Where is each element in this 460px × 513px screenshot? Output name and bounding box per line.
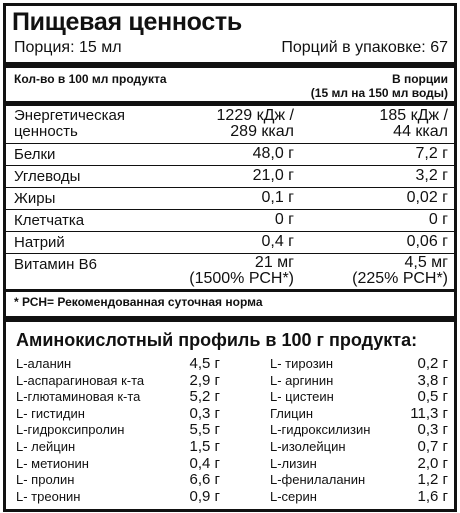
row-divider <box>6 253 454 254</box>
nutrient-value-per100-kcal: 289 ккал <box>230 123 294 140</box>
amino-acid-name: L-изолейцин <box>270 439 346 454</box>
column-header-per100: Кол-во в 100 мл продукта <box>14 72 167 86</box>
nutrient-value-serving: 4,5 мг <box>404 254 448 271</box>
per-serving-note: (15 мл на 150 мл воды) <box>310 86 448 100</box>
nutrient-name-cont: ценность <box>14 123 78 140</box>
panel-title: Пищевая ценность <box>12 8 242 36</box>
amino-acid-value: 0,3 г <box>417 421 448 439</box>
amino-profile-title: Аминокислотный профиль в 100 г продукта: <box>16 330 418 350</box>
nutrient-name: Клетчатка <box>14 212 85 229</box>
amino-acid-name: L-глютаминовая к-та <box>16 389 141 405</box>
row-divider <box>6 231 454 232</box>
nutrient-value-per100: 21 мг <box>254 254 294 271</box>
nutrient-value-serving: 3,2 г <box>415 167 448 184</box>
amino-acid-name: L-гидроксилизин <box>270 422 371 438</box>
amino-acid-name: L-фенилаланин <box>270 472 366 488</box>
nutrient-value-serving: 0 г <box>428 211 448 228</box>
amino-acid-name: L-гидроксипролин <box>16 422 125 438</box>
nutrient-row-sodium <box>6 233 454 253</box>
amino-acid-name: L-лизин <box>270 455 317 471</box>
row-divider <box>6 187 454 188</box>
servings-per-package: Порций в упаковке: 67 <box>281 39 448 56</box>
nutrient-name: Витамин B6 <box>14 256 97 273</box>
amino-divider <box>6 316 454 322</box>
nutrient-row-fiber <box>6 211 454 231</box>
amino-acid-name: L- треонин <box>16 488 81 504</box>
amino-acid-value: 0,9 г <box>189 487 220 505</box>
amino-acid-value: 0,2 г <box>417 355 448 372</box>
nutrient-value-per100: 48,0 г <box>252 145 294 162</box>
header-divider <box>6 62 454 68</box>
nutrient-value-serving: 185 кДж / <box>379 107 448 124</box>
amino-acid-name: L- цистеин <box>270 389 334 405</box>
amino-acid-value: 6,6 г <box>189 471 220 489</box>
nutrient-value-per100: 21,0 г <box>252 167 294 184</box>
amino-acid-value: 1,2 г <box>417 471 448 489</box>
nutrients-divider <box>6 101 454 106</box>
amino-acid-value: 0,7 г <box>417 438 448 455</box>
rdi-footnote: * РСН= Рекомендованная суточная норма <box>14 295 263 309</box>
amino-acid-value: 0,4 г <box>189 454 220 472</box>
nutrient-value-serving: 0,02 г <box>406 189 448 206</box>
amino-acid-name: L- метионин <box>16 455 89 471</box>
column-header-per-serving <box>311 72 448 100</box>
amino-acid-name: L- гистидин <box>16 405 85 421</box>
footnote-divider <box>6 289 454 292</box>
amino-acid-value: 1,6 г <box>417 487 448 505</box>
nutrient-row-carbs <box>6 167 454 187</box>
row-divider <box>6 209 454 210</box>
nutrient-name: Натрий <box>14 234 65 251</box>
nutrition-facts-panel <box>3 3 457 512</box>
per-serving-label: В порции <box>391 72 448 86</box>
amino-acid-value: 4,5 г <box>189 355 220 372</box>
amino-acid-name: L- пролин <box>16 472 75 488</box>
serving-size: Порция: 15 мл <box>14 39 122 56</box>
nutrient-row-vitamin-b6 <box>6 255 454 289</box>
amino-acid-name: L- тирозин <box>270 356 334 371</box>
row-divider <box>6 143 454 144</box>
amino-acid-value: 11,3 г <box>410 404 448 422</box>
amino-acid-value: 2,9 г <box>189 371 220 389</box>
nutrient-rdi-per100: (1500% РСН*) <box>189 270 294 287</box>
amino-acid-value: 0,5 г <box>417 388 448 406</box>
nutrient-value-serving: 0,06 г <box>406 233 448 250</box>
nutrient-rdi-serving: (225% РСН*) <box>352 270 448 287</box>
nutrient-name: Жиры <box>14 190 56 207</box>
amino-acid-value: 0,3 г <box>189 404 220 422</box>
amino-acid-value: 5,2 г <box>189 388 220 406</box>
nutrient-row-protein <box>6 145 454 165</box>
nutrient-name: Белки <box>14 146 56 163</box>
amino-acid-value: 5,5 г <box>189 421 220 439</box>
nutrient-value-per100: 1229 кДж / <box>216 107 294 124</box>
amino-acid-name: L-аспарагиновая к-та <box>16 372 145 388</box>
amino-acid-name: L-серин <box>270 488 317 504</box>
nutrient-value-serving: 7,2 г <box>415 145 448 162</box>
amino-acid-value: 1,5 г <box>189 438 220 455</box>
nutrient-row-energy <box>6 108 454 142</box>
nutrient-value-serving-kcal: 44 ккал <box>393 123 448 140</box>
row-divider <box>6 165 454 166</box>
nutrient-row-fat <box>6 189 454 209</box>
amino-acid-value: 2,0 г <box>417 454 448 472</box>
amino-acid-value: 3,8 г <box>417 371 448 389</box>
nutrient-name: Углеводы <box>14 168 81 185</box>
nutrient-value-per100: 0,1 г <box>261 189 294 206</box>
nutrient-value-per100: 0,4 г <box>261 233 294 250</box>
amino-acid-name: L-аланин <box>16 356 72 371</box>
amino-acid-name: Глицин <box>270 405 314 421</box>
nutrient-value-per100: 0 г <box>274 211 294 228</box>
amino-acid-name: L- лейцин <box>16 439 76 454</box>
nutrient-name: Энергетическая <box>14 107 125 124</box>
amino-acid-name: L- аргинин <box>270 372 334 388</box>
